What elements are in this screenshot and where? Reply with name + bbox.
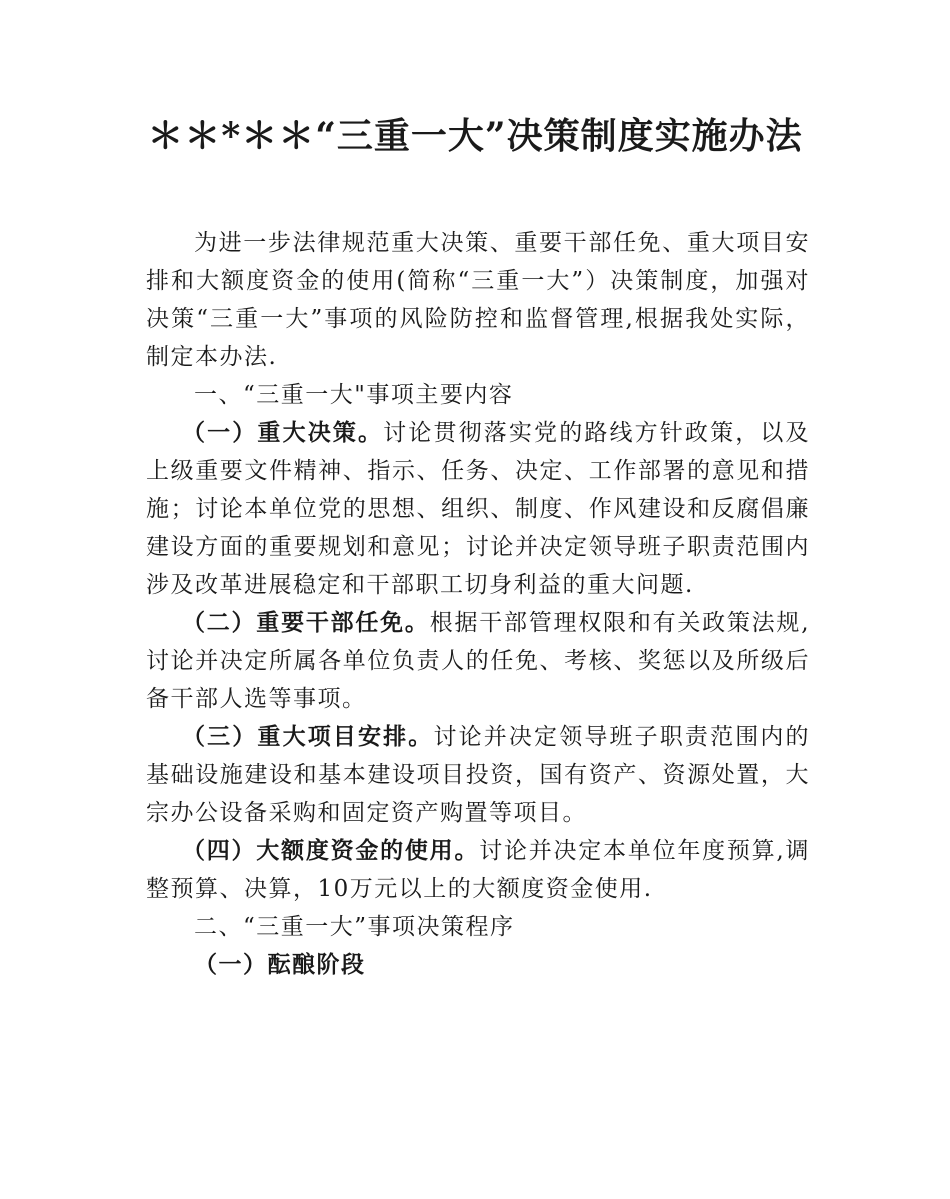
item-text-1: 讨论贯彻落实党的路线方针政策，以及上级重要文件精神、指示、任务、决定、工作部署的意见和措施；讨论本单位党的思想、组织、制度、作风建设和反腐倡廉建设方面的重要规划和意见；讨论并决定领导班子职责范围内涉及改革进展稳定和干部职工切身利益的重大问题.	[146, 420, 811, 598]
subsection-heading: （一）酝酿阶段	[194, 951, 366, 978]
item-text-2: 根据干部管理权限和有关政策法规,讨论并决定所属各单位负责人的任免、考核、奖惩以及所级后备干部人选等事项。	[146, 610, 811, 712]
item-label-4: （四）大额度资金的使用。	[182, 837, 480, 864]
item-label-2: （二）重要干部任免。	[182, 609, 430, 636]
item-paragraph-4	[146, 832, 810, 908]
item-paragraph-1	[146, 414, 810, 604]
section-heading-2: 二、“三重一大”事项决策程序	[194, 914, 515, 940]
section-heading-1: 一、“三重一大"事项主要内容	[194, 382, 514, 408]
item-text-4: 讨论并决定本单位年度预算,调整预算、决算，10万元以上的大额度资金使用.	[146, 838, 811, 902]
item-paragraph-2	[146, 604, 810, 718]
intro-paragraph: 为进一步法律规范重大决策、重要干部任免、重大项目安排和大额度资金的使用(简称“三重一大”）决策制度，加强对决策“三重一大”事项的风险防控和监督管理,根据我处实际，制定本办法.	[146, 230, 810, 370]
item-label-1: （一）重大决策。	[182, 419, 384, 446]
item-text-3: 讨论并决定领导班子职责范围内的基础设施建设和基本建设项目投资，国有资产、资源处置，大宗办公设备采购和固定资产购置等项目。	[146, 724, 811, 826]
document-body	[146, 224, 810, 984]
item-paragraph-3	[146, 718, 810, 832]
item-label-3: （三）重大项目安排。	[182, 723, 434, 750]
document-title: ＊＊*＊＊“三重一大”决策制度实施办法	[147, 115, 803, 157]
